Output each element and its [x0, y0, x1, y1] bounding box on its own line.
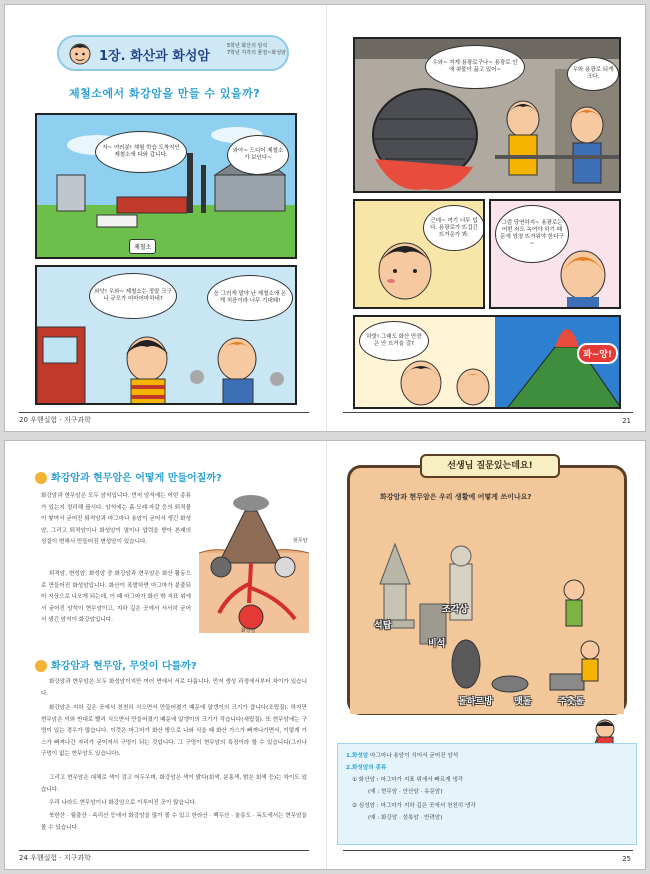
sound-effect: 꽈~앙!: [577, 343, 618, 364]
note-item: 1.화성암 마그마나 용암이 식어서 굳어진 암석: [346, 753, 459, 759]
page-20: [5, 5, 326, 431]
speech-bubble: 응 그러게 말야 난 제철소에 온 게 처음이라 너무 기대돼!: [207, 275, 293, 321]
note-item: ① 화산암 : 마그마가 지표 위에서 빠르게 냉각: [352, 777, 464, 783]
comic-panel-arrival: [35, 265, 297, 405]
footer-rule: [343, 412, 633, 413]
page-25: [326, 441, 647, 869]
speech-bubble: 그럼 당연하지~ 용광로는 어떤 쇠도 녹여야 하기 때문에 엄청 뜨거워야 한다구~: [495, 205, 569, 263]
body-paragraph: 화강암과 현무암은 모두 암석입니다. 먼저 암석에는 어떤 종류가 있는지 정리해 봅시다. 암석에는 흙·모래·자갈 등의 퇴적물이 쌓여서 굳어진 퇴적암과 마그마나 용암이 굳어서 생긴 화성암, 그리고 퇴적암이나 화성암이 열이나 압력을 받아 본래의 성질이 변해서 만들어진 변성암이 있습니다.: [41, 493, 191, 545]
section-heading: 화강암과 현무암은 어떻게 만들어질까?: [35, 469, 222, 484]
comic-panel-explain: [489, 199, 621, 309]
boy-face-icon: [67, 40, 93, 66]
body-paragraph: 화강암과 현무암은 모두 화성암이지만 여러 면에서 서로 다릅니다. 먼저 생성 과정에서부터 차이가 있습니다.: [41, 679, 307, 697]
speech-bubble: 와아~ 드디어 제철소가 보인다~: [227, 135, 289, 175]
page-number: 20 우핸실험 · 지구과학: [19, 416, 91, 424]
page-number: 24 우핸실험 · 지구과학: [19, 854, 91, 862]
boy-face-icon: [35, 472, 47, 484]
body-paragraph: 북한산 · 월출산 · 속리산 등에서 화강암을 많이 볼 수 있고 한라산 · 백두산 · 울릉도 · 독도에서는 현무암을 볼 수 있습니다.: [41, 813, 307, 831]
page-number: 21: [622, 417, 631, 425]
comic-panel-furnace: [353, 37, 621, 193]
figure-label-basalt: 현무암: [293, 538, 308, 544]
speech-bubble: 하핫! 그래도 화산 만큼은 안 뜨거울 걸?: [359, 321, 429, 361]
spread-2: [4, 440, 646, 870]
label-millstone: 맷돌: [514, 697, 532, 707]
label-cornerstone: 주춧돌: [558, 697, 585, 707]
speech-bubble: 근데~ 여기 너무 덥다. 용광로가 뜨겁긴 뜨거운가 봐.: [423, 205, 485, 251]
label-dolhareubang: 돌하르방: [458, 697, 493, 707]
key-notes-box: [337, 743, 637, 845]
factory-sign: 제철소: [129, 239, 156, 254]
label-tombstone: 비석: [428, 639, 446, 649]
label-stone-pagoda: 석탑: [374, 621, 392, 631]
note-item: ② 심성암 : 마그마가 지하 깊은 곳에서 천천히 냉각: [352, 803, 476, 809]
body-paragraph: 우리 나라도 현무암이나 화강암으로 이루어진 곳이 많습니다.: [49, 800, 197, 806]
chapter-banner: [57, 35, 289, 71]
page-number: 25: [622, 855, 631, 863]
footer-rule: [19, 850, 309, 851]
note-item: (예 : 현무암 · 안산암 · 유문암): [368, 789, 443, 795]
speech-bubble: 와앗! 우와~ 제철소는 정말 크구나 규모가 어마어마하네?: [89, 273, 177, 319]
body-paragraph: 그리고 현무암은 대체로 색이 검고 어두우며, 화강암은 색이 밝다(회색, 분홍색, 밝은 회색 등)는 차이도 있습니다.: [41, 775, 307, 793]
body-paragraph: 화강암은 지하 깊은 곳에서 천천히 식으면서 만들어졌기 때문에 알갱이의 크기가 큽니다(조립질). 하지만 현무암은 이와 반대로 빨리 식으면서 만들어졌기 때문에 알갱이의 크기가 작습니다(세립질). 또 현무암에는 구멍이 있는 경우가 많습니다. 이것은 마그마가 화산 밖으로 나와 식을 때 화산 가스가 빠져나가면서, 이렇게 가스가 빠져나간 자리가 굳어져서 구멍이 되는 것입니다. 그 구멍이 현무암의 특징이라 할 수 있습니다(그러나 구멍이 없는 현무암도 있습니다).: [41, 705, 307, 757]
section-question: 제철소에서 화강암을 만들 수 있을까?: [69, 87, 261, 100]
teacher-question-box: [347, 461, 627, 715]
speech-bubble: 우와~ 저게 용광로구나~ 용광로 안에 쇳물이 끓고 있어~: [425, 45, 525, 89]
figure-label-granite: 화강암: [241, 628, 256, 634]
section-heading: 화강암과 현무암, 무엇이 다를까?: [35, 657, 197, 672]
speech-bubble: 우와 용광로 되게 크다.: [567, 57, 619, 91]
page-24: [5, 441, 326, 869]
label-statue: 조각상: [442, 605, 469, 615]
footer-rule: [19, 412, 309, 413]
body-paragraph: 퇴적암, 변성암, 화성암 중 화강암과 현무암은 화산 활동으로 만들어진 화성암입니다. 화산이 폭발하면 마그마가 분출되어 지상으로 나오게 되는데, 이 때 마그마가 화산 밖 지표 위에서 굳어진 암석이 현무암이고, 지하 깊은 곳에서 서서히 굳어서 생긴 암석이 화강암입니다.: [41, 571, 191, 623]
comic-panel-volcano: [353, 315, 621, 409]
box-question: 화강암과 현무암은 우리 생활에 어떻게 쓰이나요?: [380, 493, 532, 501]
note-item: (예 : 화강암 · 섬록암 · 반려암): [368, 815, 443, 821]
speech-bubble: 자~ 여러분! 체험 학습 도착지인 제철소에 다와 갑니다.: [95, 131, 187, 173]
footer-rule: [343, 850, 633, 851]
page-21: [326, 5, 647, 431]
spread-1: [4, 4, 646, 432]
volcano-cross-section-figure: [199, 493, 309, 633]
stone-uses-illustration: [350, 504, 624, 714]
comic-panel-factory: [35, 113, 297, 259]
teacher-badge: 선생님 질문있는데요!: [420, 454, 560, 478]
chapter-subtitle: 5학년 화산의 암석 7학년 지각의 물질~화성암: [227, 43, 286, 56]
chapter-title: 1장. 화산과 화성암: [99, 49, 210, 64]
boy-face-icon: [35, 660, 47, 672]
comic-panel-hot: [353, 199, 485, 309]
note-item: 2.화성암의 종류: [346, 765, 387, 771]
